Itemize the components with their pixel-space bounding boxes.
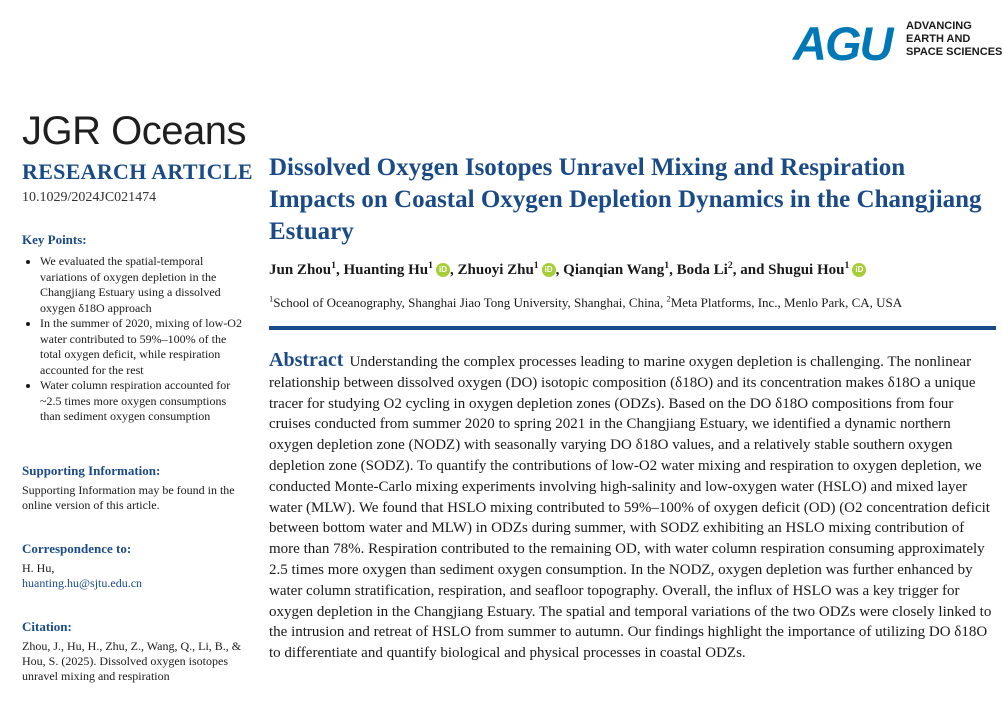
- author-list: [269, 260, 996, 280]
- author-name[interactable]: Jun Zhou: [269, 262, 332, 278]
- author-affiliation-marker: 1: [331, 260, 336, 271]
- agu-tagline: [906, 20, 1002, 59]
- supporting-info-text: Supporting Information may be found in the online version of this article.: [22, 482, 235, 512]
- agu-tagline-line: EARTH AND: [906, 33, 971, 45]
- section-divider: [269, 326, 996, 330]
- affiliation-marker: 1: [269, 293, 274, 304]
- correspondence-email-link[interactable]: huanting.hu@sjtu.edu.cn: [22, 575, 143, 590]
- key-point-item: • Water column respiration accounted for ~2.5 times more oxygen consumptions than sediment oxygen consumption: [40, 378, 244, 425]
- author-affiliation-marker: 1: [844, 260, 850, 271]
- agu-logo-text: AGU: [793, 17, 892, 70]
- correspondence-heading: Correspondence to:: [22, 540, 132, 556]
- main-content: [269, 152, 996, 664]
- paper-title: Dissolved Oxygen Isotopes Unravel Mixing and Respiration Impacts on Coastal Oxygen Depletion Dynamics in the Changjiang Estuary: [269, 154, 982, 245]
- citation-text: Zhou, J., Hu, H., Zhu, Z., Wang, Q., Li, B., & Hou, S. (2025). Dissolved oxygen isotopes unravel mixing and respiration: [22, 638, 242, 683]
- key-points-heading: Key Points:: [22, 232, 87, 247]
- orcid-icon[interactable]: iD: [852, 263, 866, 277]
- key-points-list: [22, 254, 244, 425]
- supporting-info-heading: Supporting Information:: [22, 462, 161, 478]
- affiliation-marker: 2: [666, 293, 671, 304]
- key-point-item: • We evaluated the spatial-temporal variations of oxygen depletion in the Changjiang Estuary using a dissolved oxygen δ18O approach: [40, 254, 244, 316]
- author-affiliation-marker: 1: [533, 260, 539, 271]
- correspondence-name: H. Hu,: [22, 560, 55, 575]
- affiliation-text: School of Oceanography, Shanghai Jiao Tong University, Shanghai, China,: [273, 295, 667, 310]
- author-name[interactable]: Qianqian Wang: [563, 262, 665, 278]
- abstract-text: Understanding the complex processes leading to marine oxygen depletion is challenging. The nonlinear relationship between dissolved oxygen (DO) isotopic composition (δ18O) and its concentration makes δ18O a unique tracer for studying O2 cycling in oxygen depletion zones (ODZs). Based on the DO δ18O compositions from four cruises conducted from summer 2020 to spring 2021 in the Changjiang Estuary, we identified a dynamic northern oxygen depletion zone (NODZ) with seasonally varying DO δ18O values, and a relatively stable southern oxygen depletion zone (SODZ). To quantify the contributions of low-O2 water mixing and respiration to oxygen depletion, we conducted Monte-Carlo mixing experiments involving high-salinity and low-oxygen water (HSLO) and mixed layer water (MLW). We found that HSLO mixing contributed to 59%–100% of oxygen deficit (OD) (O2 concentration deficit between bottom water and MLW) in ODZs during summer, with SODZ exhibiting an HSLO mixing contribution of more than 78%. Respiration contributed to the remaining OD, with water column respiration consuming approximately 2.5 times more oxygen than sediment oxygen consumption. In the NODZ, oxygen depletion was further enhanced by water column stratification, respiration, and seafloor topography. Overall, the influx of HSLO was a key trigger for oxygen depletion in the Changjiang Estuary. The spatial and temporal variations of the two ODZs were closely linked to the intrusion and retreat of HSLO from summer to autumn. Our findings highlight the importance of utilizing DO δ18O to differentiate and quantify biological and physical processes in coastal ODZs.: [269, 354, 992, 662]
- orcid-icon[interactable]: iD: [542, 263, 556, 277]
- affiliation-text: Meta Platforms, Inc., Menlo Park, CA, USA: [670, 295, 903, 310]
- author-affiliation-marker: 2: [727, 260, 733, 271]
- abstract-heading: Abstract: [269, 349, 344, 371]
- orcid-icon[interactable]: iD: [436, 263, 450, 277]
- agu-logo: [793, 16, 1003, 70]
- author-name[interactable]: Zhuoyi Zhu: [457, 262, 534, 278]
- author-separator: ,: [450, 262, 458, 278]
- key-point-item: • In the summer of 2020, mixing of low-O2 water contributed to 59%–100% of the total oxygen deficit, while respiration accounted for the rest: [40, 316, 244, 378]
- author-separator: ,: [555, 262, 564, 278]
- agu-tagline-line: ADVANCING: [906, 20, 972, 32]
- author-name[interactable]: Shugui Hou: [768, 262, 845, 278]
- author-name[interactable]: Boda Li: [676, 262, 728, 278]
- affiliations: [269, 294, 996, 312]
- author-separator: ,: [336, 262, 344, 278]
- journal-title: JGR Oceans: [22, 109, 246, 153]
- author-affiliation-marker: 1: [664, 260, 670, 271]
- article-type: RESEARCH ARTICLE: [22, 159, 253, 184]
- author-separator: , and: [732, 262, 769, 278]
- abstract: [269, 350, 996, 664]
- citation-heading: Citation:: [22, 618, 72, 634]
- sidebar: [22, 158, 253, 684]
- agu-tagline-line: SPACE SCIENCES: [906, 46, 1003, 58]
- author-affiliation-marker: 1: [428, 260, 433, 271]
- author-name[interactable]: Huanting Hu: [343, 262, 429, 278]
- author-separator: ,: [669, 262, 677, 278]
- doi[interactable]: 10.1029/2024JC021474: [22, 190, 157, 205]
